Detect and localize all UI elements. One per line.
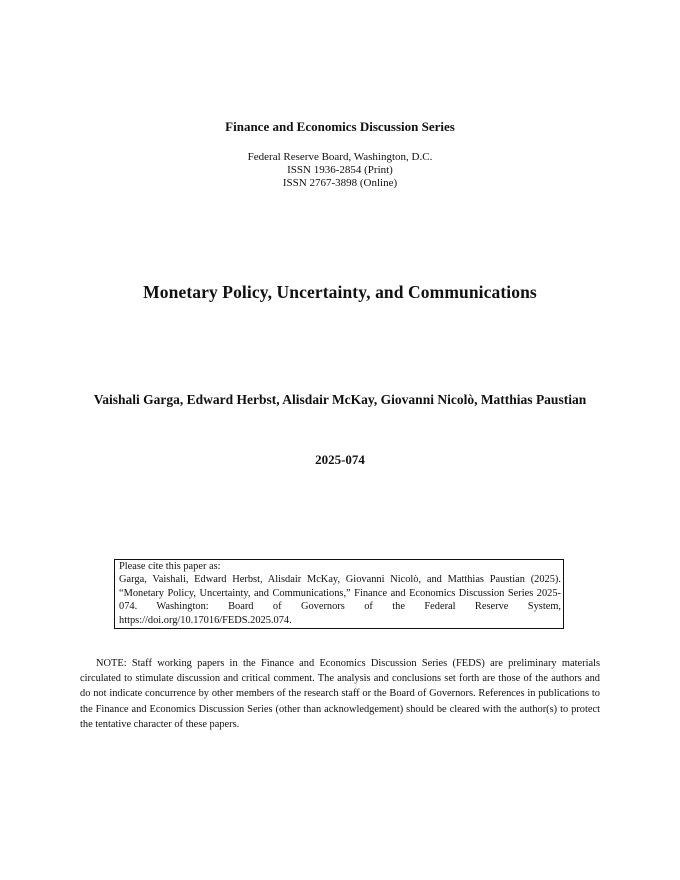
paper-authors: Vaishali Garga, Edward Herbst, Alisdair McKay, Giovanni Nicolò, Matthias Paustian <box>93 392 587 407</box>
paper-number: 2025-074 <box>315 452 365 467</box>
citation-body: Garga, Vaishali, Edward Herbst, Alisdair McKay, Giovanni Nicolò, and Matthias Paustian (2025). “Monetary Policy, Uncertainty, and Communications,” Finance and Economics Discussion Series 2025-074. Washington: Board of Governors of the Federal Reserve System, https://doi.org/10.17016/FEDS.2025.074. <box>119 574 561 626</box>
issn-online-line: ISSN 2767-3898 (Online) <box>282 177 398 189</box>
citation-box <box>114 559 564 629</box>
paper-title: Monetary Policy, Uncertainty, and Communications <box>143 282 537 302</box>
issn-print-line: ISSN 1936-2854 (Print) <box>287 164 393 176</box>
series-title: Finance and Economics Discussion Series <box>225 119 455 134</box>
citation-intro: Please cite this paper as: <box>119 561 221 572</box>
disclaimer-note: NOTE: Staff working papers in the Finance and Economics Discussion Series (FEDS) are preliminary materials circulated to stimulate discussion and critical comment. The analysis and conclusions set forth are those of the authors and do not indicate concurrence by other members of the research staff or the Board of Governors. References in publications to the Finance and Economics Discussion Series (other than acknowledgement) should be cleared with the author(s) to protect the tentative character of these papers. <box>80 658 600 730</box>
series-meta <box>0 151 680 190</box>
publisher-line: Federal Reserve Board, Washington, D.C. <box>247 151 433 163</box>
